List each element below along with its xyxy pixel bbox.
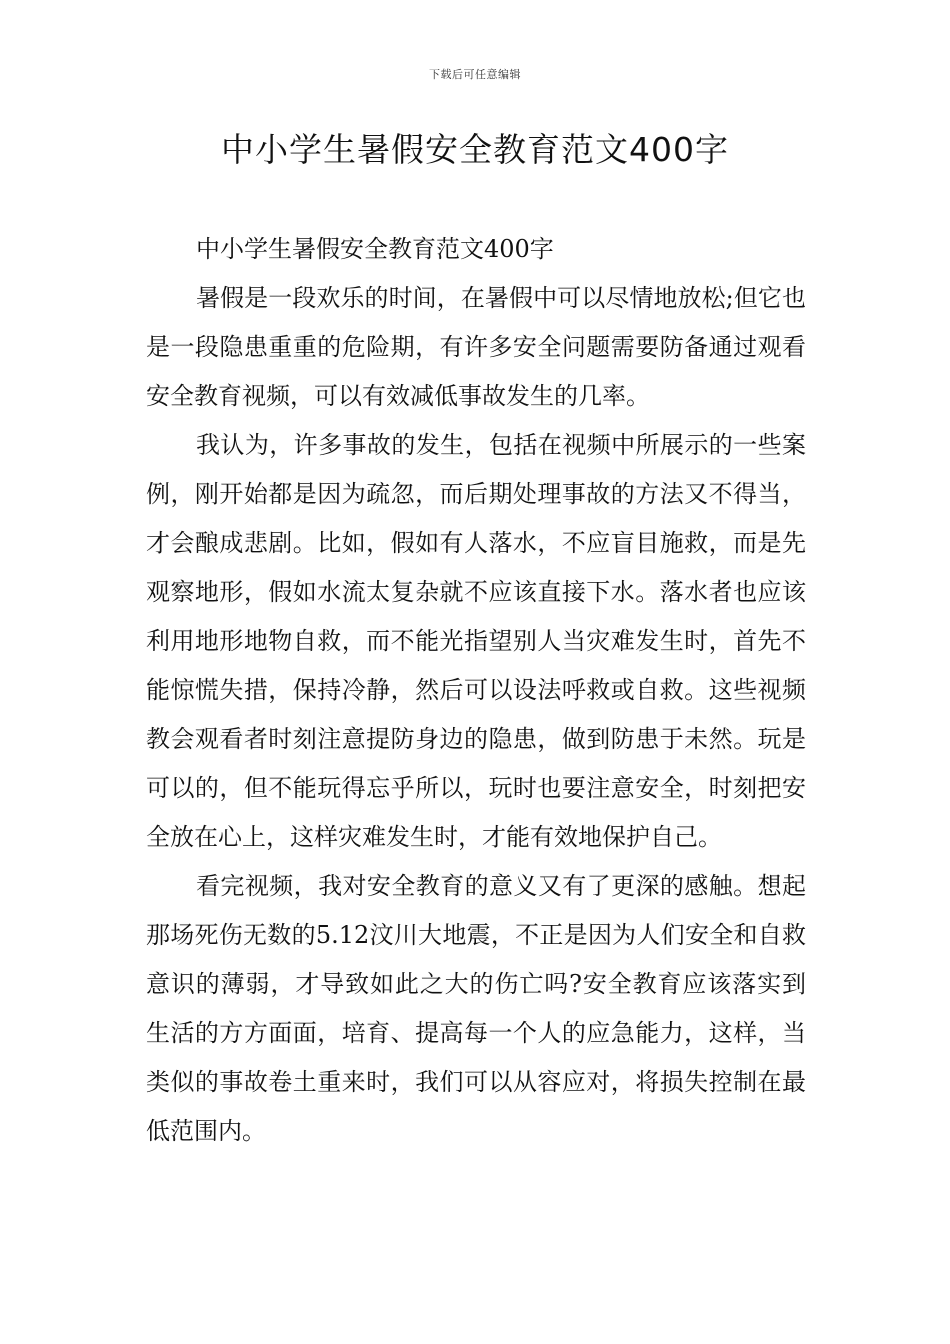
document-title: 中小学生暑假安全教育范文400字	[221, 130, 729, 169]
header-note: 下载后可任意编辑	[429, 68, 521, 81]
document-body	[146, 225, 806, 1156]
paragraph-conclusion: 看完视频，我对安全教育的意义又有了更深的感触。想起那场死伤无数的5.12汶川大地震，不正是因为人们安全和自救意识的薄弱，才导致如此之大的伤亡吗?安全教育应该落实到生活的方方面面，培育、提高每一个人的应急能力，这样，当类似的事故卷土重来时，我们可以从容应对，将损失控制在最低范围内。	[146, 872, 806, 1145]
paragraph-intro: 暑假是一段欢乐的时间，在暑假中可以尽情地放松;但它也是一段隐患重重的危险期，有许多安全问题需要防备通过观看安全教育视频，可以有效减低事故发生的几率。	[146, 284, 806, 410]
paragraph-subtitle: 中小学生暑假安全教育范文400字	[196, 235, 554, 263]
paragraph-reflection: 我认为，许多事故的发生，包括在视频中所展示的一些案例，刚开始都是因为疏忽，而后期处理事故的方法又不得当，才会酿成悲剧。比如，假如有人落水，不应盲目施救，而是先观察地形，假如水流太复杂就不应该直接下水。落水者也应该利用地形地物自救，而不能光指望别人当灾难发生时，首先不能惊慌失措，保持冷静，然后可以设法呼救或自救。这些视频教会观看者时刻注意提防身边的隐患，做到防患于未然。玩是可以的，但不能玩得忘乎所以，玩时也要注意安全，时刻把安全放在心上，这样灾难发生时，才能有效地保护自己。	[146, 431, 806, 851]
